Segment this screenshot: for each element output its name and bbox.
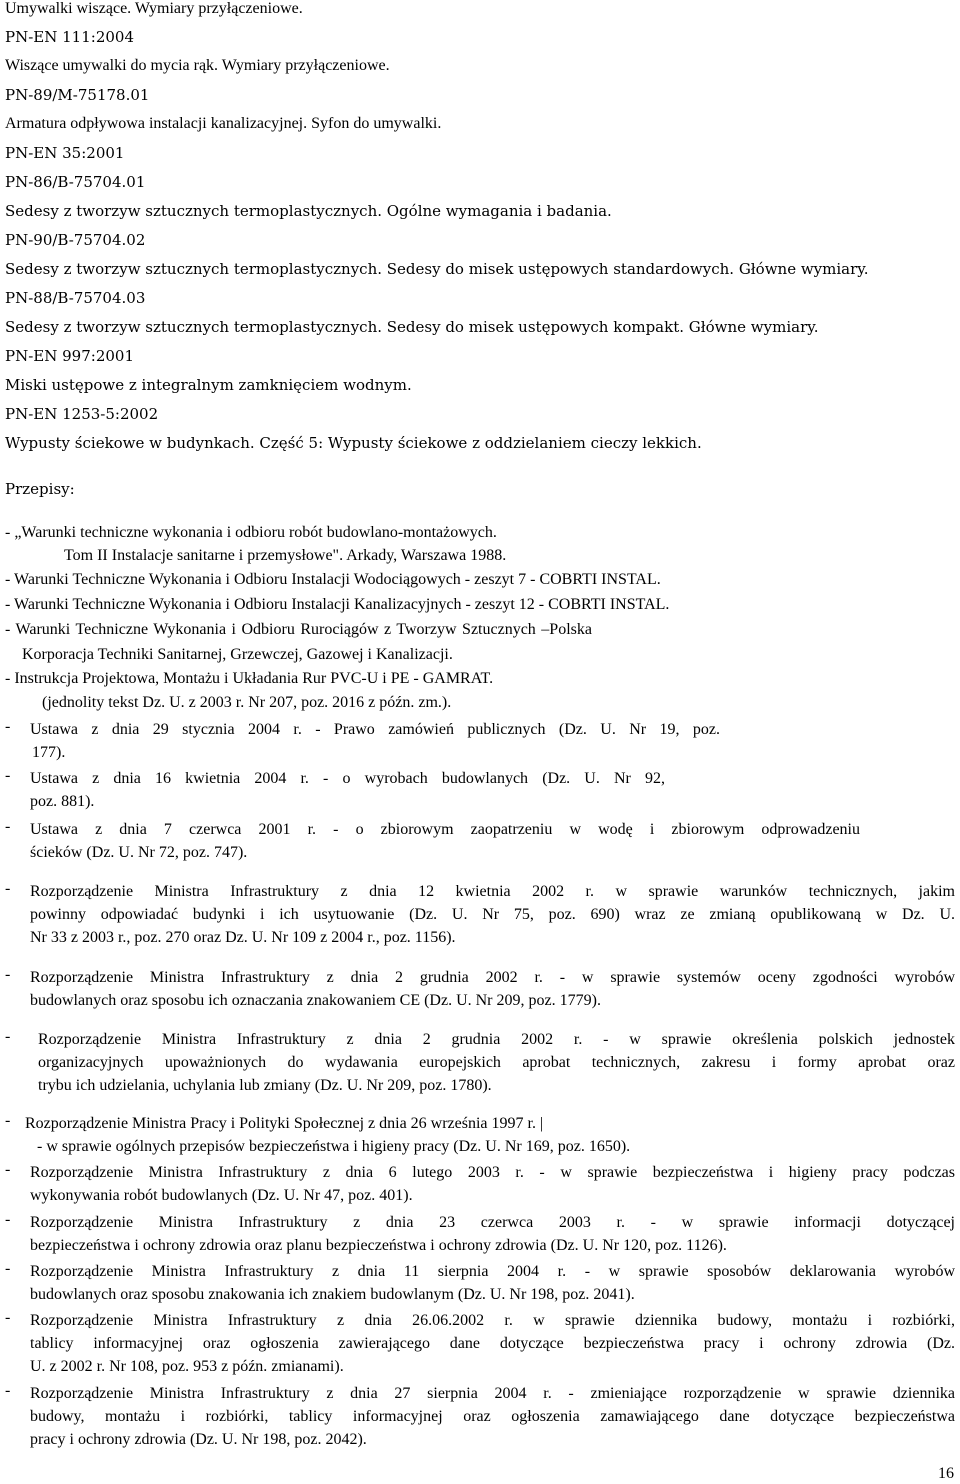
standard-line: PN-EN 1253-5:2002 xyxy=(5,405,159,423)
regulation-line: Rozporządzenie Ministra Pracy i Polityki Społecznej z dnia 26 września 1997 r. | xyxy=(25,1115,544,1132)
regulation-line: - Warunki Techniczne Wykonania i Odbioru Rurociągów z Tworzyw Sztucznych –Polska xyxy=(5,621,592,638)
regulation-line: trybu ich udzielania, uchylania lub zmiany (Dz. U. Nr 209, poz. 1780). xyxy=(38,1077,492,1094)
regulation-line: (jednolity tekst Dz. U. z 2003 r. Nr 207, poz. 2016 z późn. zm.). xyxy=(42,694,452,711)
regulation-text xyxy=(30,1309,955,1378)
list-dash: - xyxy=(5,1028,11,1045)
list-dash: - xyxy=(5,1309,11,1326)
standard-line: Wiszące umywalki do mycia rąk. Wymiary przyłączeniowe. xyxy=(5,57,390,74)
act-line: poz. 881). xyxy=(30,793,95,810)
page-number: 16 xyxy=(938,1465,954,1482)
list-dash: - xyxy=(5,1211,11,1228)
act-item xyxy=(5,767,955,815)
act-text xyxy=(30,718,720,764)
standard-line: PN-86/B-75704.01 xyxy=(5,173,146,191)
act-item xyxy=(5,818,955,866)
list-dash: - xyxy=(5,767,11,784)
regulation-line: Rozporządzenie Ministra Infrastruktury z dnia 27 sierpnia 2004 r. - zmieniające rozporządzenie w sprawie dziennika xyxy=(30,1385,955,1402)
regulation-line: Tom II Instalacje sanitarne i przemysłowe". Arkady, Warszawa 1988. xyxy=(64,547,507,564)
standard-line: Sedesy z tworzyw sztucznych termoplastycznych. Sedesy do misek ustępowych kompakt. Główne wymiary. xyxy=(5,318,819,336)
list-dash: - xyxy=(5,818,11,835)
standard-line: PN-EN 997:2001 xyxy=(5,347,134,365)
regulation-text xyxy=(25,1112,955,1158)
section-heading: Przepisy: xyxy=(5,480,75,498)
list-dash: - xyxy=(5,1382,11,1399)
regulation-line: Rozporządzenie Ministra Infrastruktury z dnia 6 lutego 2003 r. - w sprawie bezpieczeństwa i higieny pracy podczas xyxy=(30,1164,955,1181)
regulation-text xyxy=(30,880,955,949)
list-dash: - xyxy=(5,1260,11,1277)
standard-line: Sedesy z tworzyw sztucznych termoplastycznych. Ogólne wymagania i badania. xyxy=(5,202,612,220)
regulation-line: Rozporządzenie Ministra Infrastruktury z dnia 2 grudnia 2002 r. - w sprawie określenia polskich jednostek xyxy=(38,1031,955,1048)
regulation-line: - Warunki Techniczne Wykonania i Odbioru Instalacji Wodociągowych - zeszyt 7 - COBRTI INSTAL. xyxy=(5,571,661,588)
regulation-line: U. z 2002 r. Nr 108, poz. 953 z późn. zmianami). xyxy=(30,1358,344,1375)
list-dash: - xyxy=(5,1161,11,1178)
regulation-text xyxy=(30,1211,955,1257)
regulation-line: pracy i ochrony zdrowia (Dz. U. Nr 198, poz. 2042). xyxy=(30,1431,367,1448)
regulation-line: Nr 33 z 2003 r., poz. 270 oraz Dz. U. Nr 109 z 2004 r., poz. 1156). xyxy=(30,929,456,946)
act-line: ścieków (Dz. U. Nr 72, poz. 747). xyxy=(30,844,248,861)
act-line: Ustawa z dnia 16 kwietnia 2004 r. - o wyrobach budowlanych (Dz. U. Nr 92, xyxy=(30,770,665,787)
regulation-line: budowlanych oraz sposobu znakowania ich znakiem budowlanym (Dz. U. Nr 198, poz. 2041). xyxy=(30,1286,635,1303)
standard-line: PN-89/M-75178.01 xyxy=(5,86,150,104)
standard-line: PN-EN 111:2004 xyxy=(5,28,134,46)
regulation-line: Korporacja Techniki Sanitarnej, Grzewczej, Gazowej i Kanalizacji. xyxy=(22,646,453,663)
act-line: 177). xyxy=(32,744,66,761)
regulation-line: tablicy informacyjnej oraz ogłoszenia zawierającego dane dotyczące bezpieczeństwa pracy i ochrony zdrowia (Dz. xyxy=(30,1335,955,1352)
regulation-line: powinny odpowiadać budynki i ich usytuowanie (Dz. U. Nr 75, poz. 690) wraz ze zmianą opublikowaną w Dz. U. xyxy=(30,906,955,923)
standard-line: PN-88/B-75704.03 xyxy=(5,289,146,307)
regulation-line: Rozporządzenie Ministra Infrastruktury z dnia 2 grudnia 2002 r. - w sprawie systemów oceny zgodności wyrobów xyxy=(30,969,955,986)
regulation-text xyxy=(38,1028,955,1097)
standard-line: PN-EN 35:2001 xyxy=(5,144,125,162)
standard-line: Miski ustępowe z integralnym zamknięciem wodnym. xyxy=(5,376,412,394)
regulation-line: Rozporządzenie Ministra Infrastruktury z dnia 11 sierpnia 2004 r. - w sprawie sposobów deklarowania wyrobów xyxy=(30,1263,955,1280)
regulation-line: budowlanych oraz sposobu ich oznaczania znakowaniem CE (Dz. U. Nr 209, poz. 1779). xyxy=(30,992,601,1009)
regulation-line: - w sprawie ogólnych przepisów bezpieczeństwa i higieny pracy (Dz. U. Nr 169, poz. 1650). xyxy=(37,1138,631,1155)
list-dash: - xyxy=(5,966,11,983)
regulation-line: wykonywania robót budowlanych (Dz. U. Nr 47, poz. 401). xyxy=(30,1187,413,1204)
list-dash: - xyxy=(5,880,11,897)
regulation-text xyxy=(30,1161,955,1207)
list-dash: - xyxy=(5,718,11,735)
regulation-line: - Warunki Techniczne Wykonania i Odbioru Instalacji Kanalizacyjnych - zeszyt 12 - COBRTI INSTAL. xyxy=(5,596,670,613)
act-line: Ustawa z dnia 29 stycznia 2004 r. - Prawo zamówień publicznych (Dz. U. Nr 19, poz. xyxy=(30,721,720,738)
regulation-line: - Instrukcja Projektowa, Montażu i Układania Rur PVC-U i PE - GAMRAT. xyxy=(5,670,494,687)
regulation-line: Rozporządzenie Ministra Infrastruktury z dnia 12 kwietnia 2002 r. w sprawie warunków technicznych, jakim xyxy=(30,883,955,900)
act-text xyxy=(30,767,665,813)
regulation-line: Rozporządzenie Ministra Infrastruktury z dnia 23 czerwca 2003 r. - w sprawie informacji dotyczącej xyxy=(30,1214,955,1231)
regulation-text xyxy=(30,1260,955,1306)
regulation-line: organizacyjnych upoważnionych do wydawania europejskich aprobat technicznych, zakresu i formy aprobat oraz xyxy=(38,1054,955,1071)
standard-line: Wypusty ściekowe w budynkach. Część 5: Wypusty ściekowe z oddzielaniem cieczy lekkich. xyxy=(5,434,702,452)
standard-line: Armatura odpływowa instalacji kanalizacyjnej. Syfon do umywalki. xyxy=(5,115,442,132)
regulation-line: Rozporządzenie Ministra Infrastruktury z dnia 26.06.2002 r. w sprawie dziennika budowy, montażu i rozbiórki, xyxy=(30,1312,955,1329)
standard-line: PN-90/B-75704.02 xyxy=(5,231,146,249)
regulation-text xyxy=(30,1382,955,1451)
regulation-text xyxy=(30,966,955,1012)
regulation-line: bezpieczeństwa i ochrony zdrowia oraz planu bezpieczeństwa i ochrony zdrowia (Dz. U. Nr 120, poz. 1126). xyxy=(30,1237,727,1254)
act-item xyxy=(5,718,955,766)
standard-line: Umywalki wiszące. Wymiary przyłączeniowe. xyxy=(5,0,303,17)
list-dash: - xyxy=(5,1112,11,1129)
standard-line: Sedesy z tworzyw sztucznych termoplastycznych. Sedesy do misek ustępowych standardowych. Główne wymiary. xyxy=(5,260,869,278)
regulation-line: - „Warunki techniczne wykonania i odbioru robót budowlano-montażowych. xyxy=(5,524,497,541)
regulation-line: budowy, montażu i rozbiórki, tablicy informacyjnej oraz ogłoszenia zamawiającego dane dotyczące bezpieczeństwa xyxy=(30,1408,955,1425)
act-text xyxy=(30,818,860,864)
act-line: Ustawa z dnia 7 czerwca 2001 r. - o zbiorowym zaopatrzeniu w wodę i zbiorowym odprowadzeniu xyxy=(30,821,860,838)
